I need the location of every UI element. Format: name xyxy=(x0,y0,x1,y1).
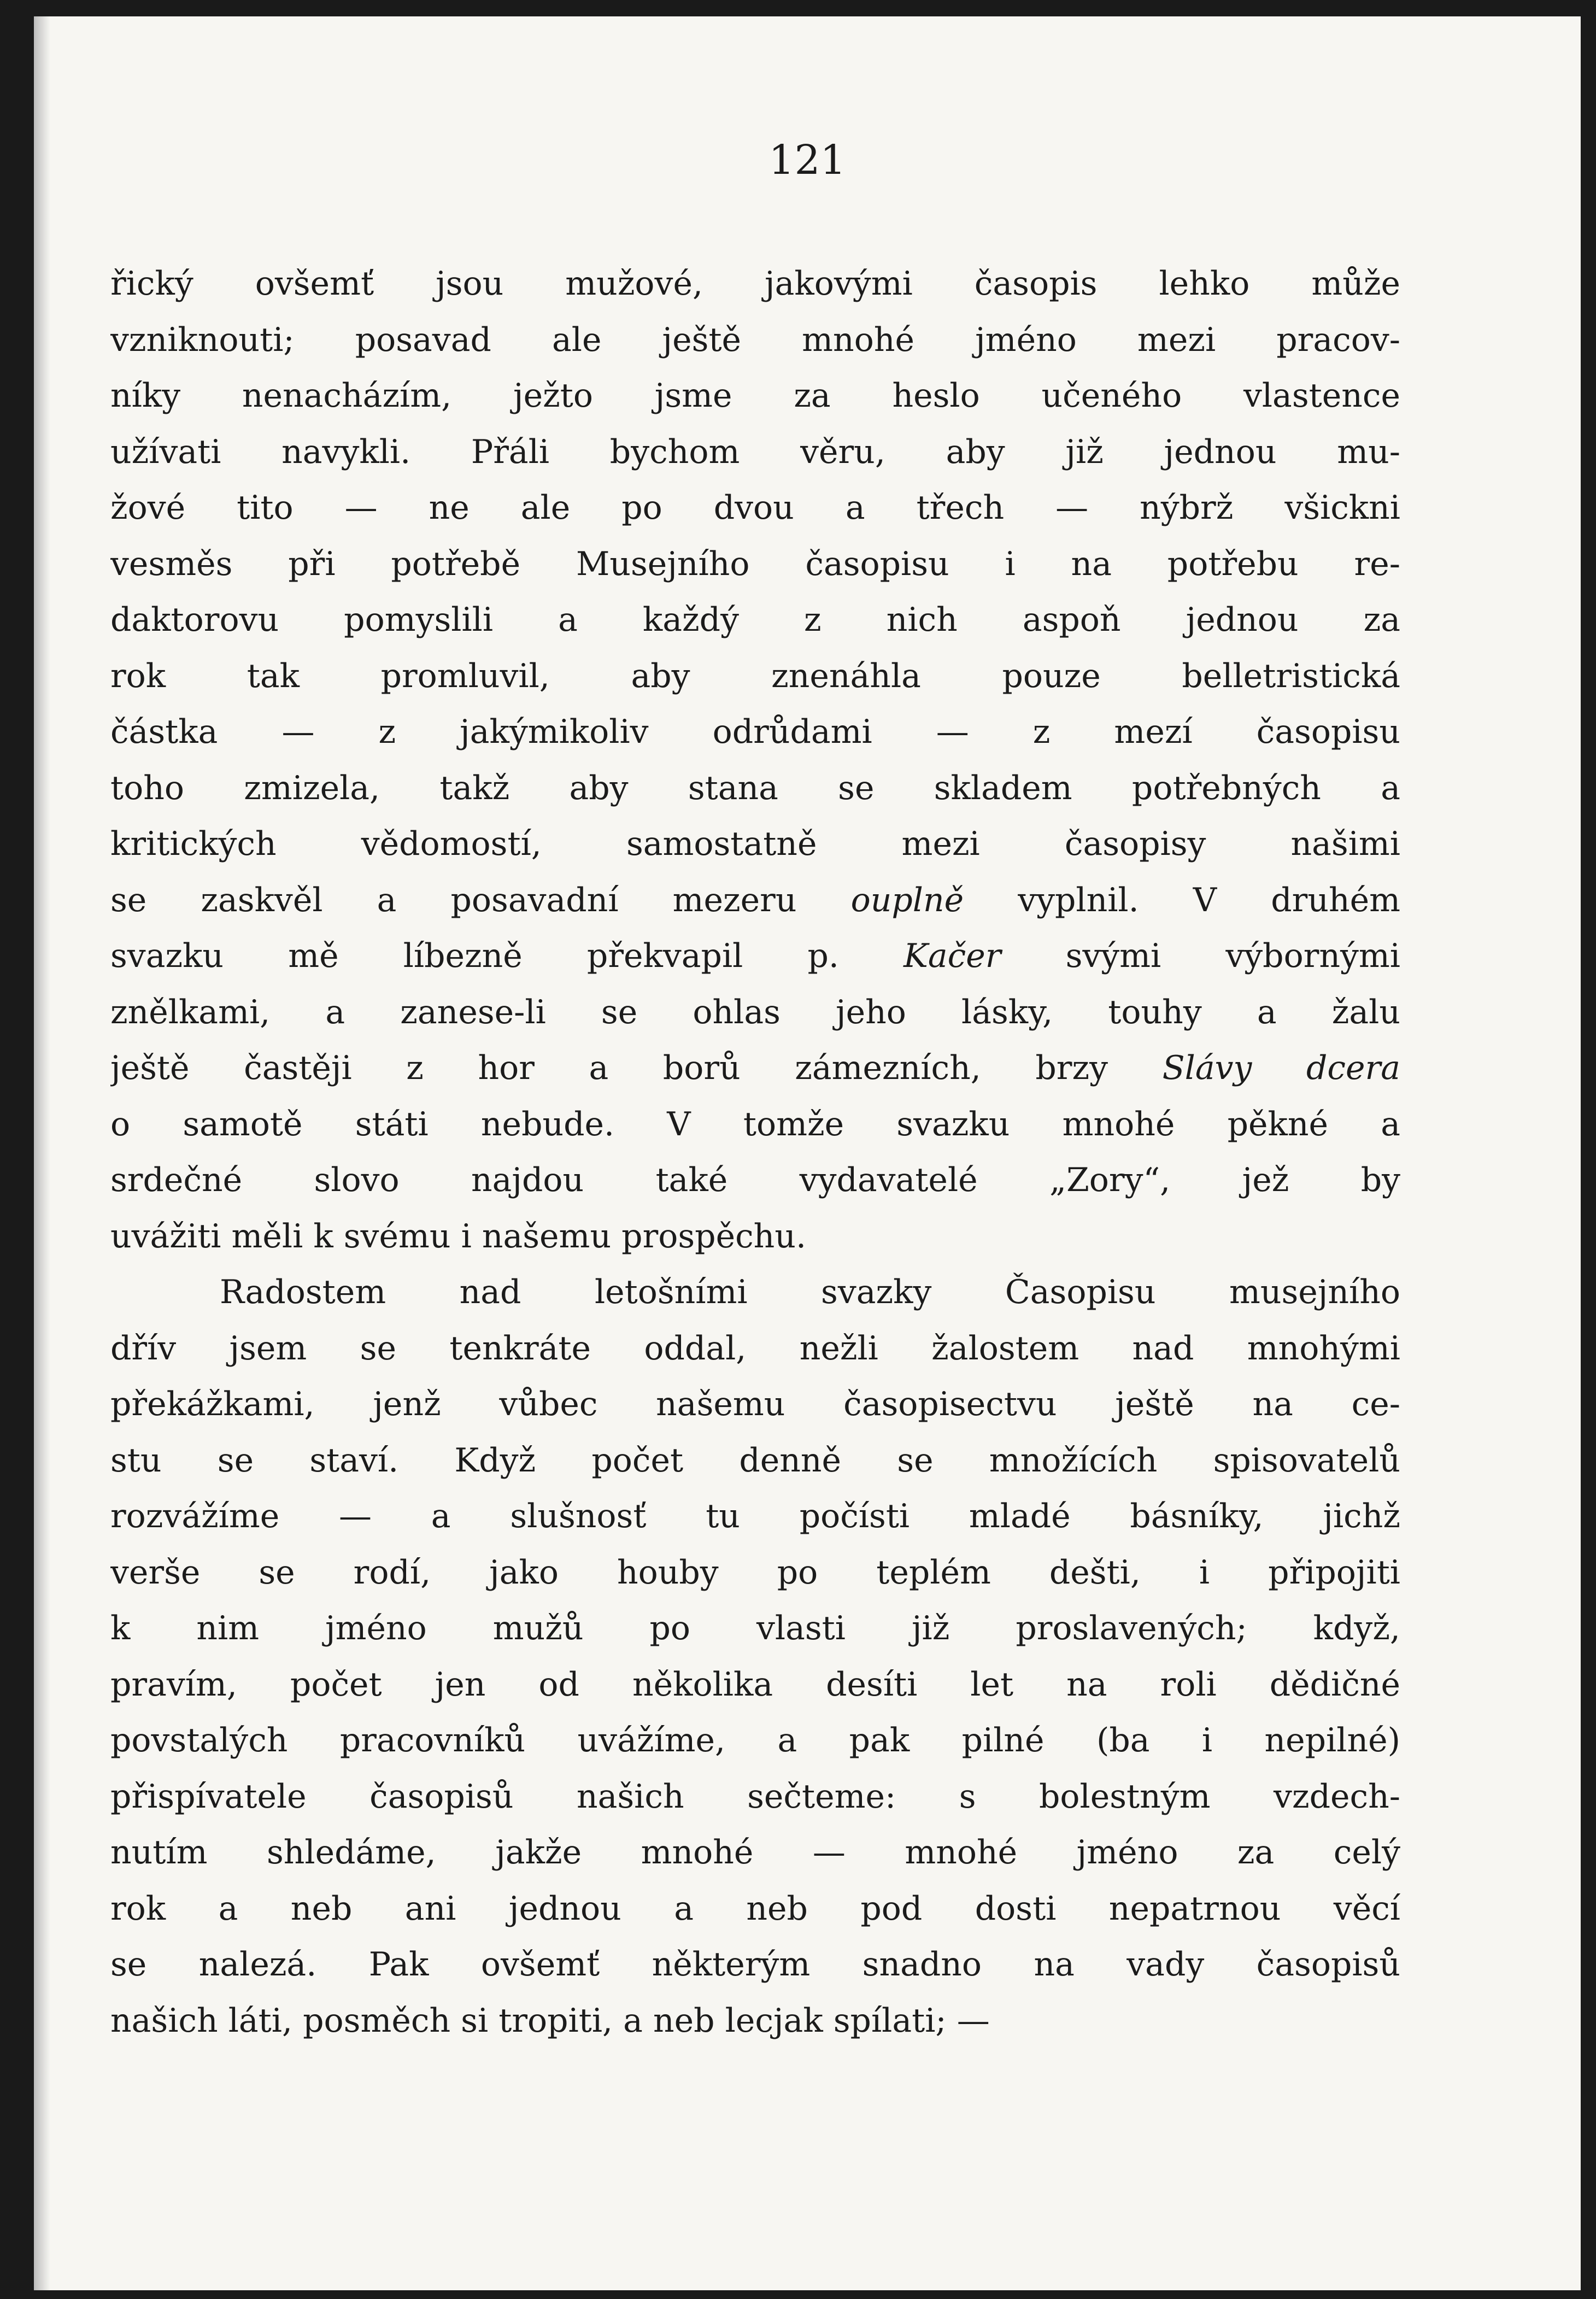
text-segment: rozvážíme — a slušnosť tu počísti mladé básníky, jichž xyxy=(110,1497,1400,1535)
text-segment: k nim jméno mužů po vlasti již proslavených; když, xyxy=(110,1609,1400,1647)
text-line xyxy=(110,1825,1400,1881)
text-line xyxy=(110,1488,1400,1545)
text-line xyxy=(110,256,1400,312)
text-line xyxy=(110,704,1400,760)
text-line xyxy=(110,424,1400,480)
text-line xyxy=(110,1152,1400,1209)
binding-shadow xyxy=(34,16,50,2290)
text-segment: toho zmizela, takž aby stana se skladem potřebných a xyxy=(110,769,1400,807)
body-text xyxy=(110,256,1400,2049)
text-line xyxy=(110,1321,1400,1377)
text-line xyxy=(110,760,1400,817)
text-segment: žové tito — ne ale po dvou a třech — nýbrž všickni xyxy=(110,489,1400,527)
text-segment: částka — z jakýmikoliv odrůdami — z mezí časopisu xyxy=(110,713,1400,751)
text-line xyxy=(110,1433,1400,1489)
paragraph xyxy=(110,1264,1400,2049)
text-line xyxy=(110,312,1400,368)
text-line xyxy=(110,1209,1400,1265)
text-segment: se nalezá. Pak ovšemť některým snadno na vady časopisů xyxy=(110,1945,1400,1984)
text-segment: svazku mě líbezně překvapil p. xyxy=(110,937,904,975)
text-segment: stu se staví. Když počet denně se množících spisovatelů xyxy=(110,1441,1400,1480)
text-line xyxy=(110,1264,1400,1321)
paragraph xyxy=(110,256,1400,1264)
text-line xyxy=(110,592,1400,648)
text-line xyxy=(110,1040,1400,1096)
page-number: 121 xyxy=(768,137,846,184)
text-segment: rok a neb ani jednou a neb pod dosti nepatrnou věcí xyxy=(110,1889,1400,1928)
text-segment: znělkami, a zanese-li se ohlas jeho lásky, touhy a žalu xyxy=(110,993,1400,1031)
text-line xyxy=(110,1937,1400,1993)
text-segment: se zaskvěl a posavadní mezeru xyxy=(110,881,851,919)
text-segment: pravím, počet jen od několika desíti let na roli dědičné xyxy=(110,1665,1400,1704)
text-line xyxy=(110,480,1400,536)
text-line xyxy=(110,1545,1400,1601)
text-segment: níky nenacházím, ježto jsme za heslo učeného vlastence xyxy=(110,377,1400,415)
text-segment: vyplnil. V druhém xyxy=(964,881,1400,919)
text-line xyxy=(110,1993,1400,2049)
text-line xyxy=(110,368,1400,424)
text-segment: užívati navykli. Přáli bychom věru, aby již jednou mu- xyxy=(110,432,1400,471)
text-line xyxy=(110,1657,1400,1713)
text-line xyxy=(110,928,1400,984)
italic-term: ouplně xyxy=(850,881,964,919)
text-segment: našich láti, posměch si tropiti, a neb lecjak spílati; — xyxy=(110,2001,990,2040)
text-line xyxy=(110,1712,1400,1769)
text-line xyxy=(110,648,1400,705)
text-line xyxy=(110,816,1400,872)
text-line xyxy=(110,1600,1400,1657)
italic-term: Kačer xyxy=(903,937,1001,975)
text-segment: rok tak promluvil, aby znenáhla pouze belletristická xyxy=(110,656,1400,695)
text-line xyxy=(110,872,1400,929)
text-segment: přispívatele časopisů našich sečteme: s bolestným vzdech- xyxy=(110,1777,1400,1816)
text-segment: kritických vědomostí, samostatně mezi časopisy našimi xyxy=(110,825,1400,863)
text-line xyxy=(110,984,1400,1041)
text-segment: dřív jsem se tenkráte oddal, nežli žalostem nad mnohými xyxy=(110,1329,1400,1368)
text-line xyxy=(110,536,1400,593)
italic-term: Slávy dcera xyxy=(1162,1049,1400,1087)
text-segment: uvážiti měli k svému i našemu prospěchu. xyxy=(110,1217,807,1256)
text-line xyxy=(110,1881,1400,1937)
text-segment: povstalých pracovníků uvážíme, a pak pilné (ba i nepilné) xyxy=(110,1721,1400,1760)
book-page xyxy=(34,16,1581,2290)
text-line xyxy=(110,1769,1400,1825)
text-line xyxy=(110,1096,1400,1153)
text-segment: vzniknouti; posavad ale ještě mnohé jméno mezi pracov- xyxy=(110,320,1400,359)
text-segment: o samotě státi nebude. V tomže svazku mnohé pěkné a xyxy=(110,1105,1400,1143)
text-segment: srdečné slovo najdou také vydavatelé „Zory“, jež by xyxy=(110,1161,1400,1199)
text-segment: svými výbornými xyxy=(1001,937,1400,975)
text-segment: překážkami, jenž vůbec našemu časopisectvu ještě na ce- xyxy=(110,1385,1400,1423)
text-line xyxy=(110,1376,1400,1433)
text-segment: daktorovu pomyslili a každý z nich aspoň jednou za xyxy=(110,601,1400,639)
text-segment: nutím shledáme, jakže mnohé — mnohé jméno za celý xyxy=(110,1833,1400,1872)
text-segment: Radostem nad letošními svazky Časopisu musejního xyxy=(220,1273,1400,1311)
text-segment: ještě častěji z hor a borů zámezních, brzy xyxy=(110,1049,1163,1087)
text-segment: verše se rodí, jako houby po teplém dešti, i připojiti xyxy=(110,1553,1400,1592)
text-segment: vesměs při potřebě Musejního časopisu i na potřebu re- xyxy=(110,544,1400,583)
text-segment: řický ovšemť jsou mužové, jakovými časopis lehko může xyxy=(110,265,1400,303)
